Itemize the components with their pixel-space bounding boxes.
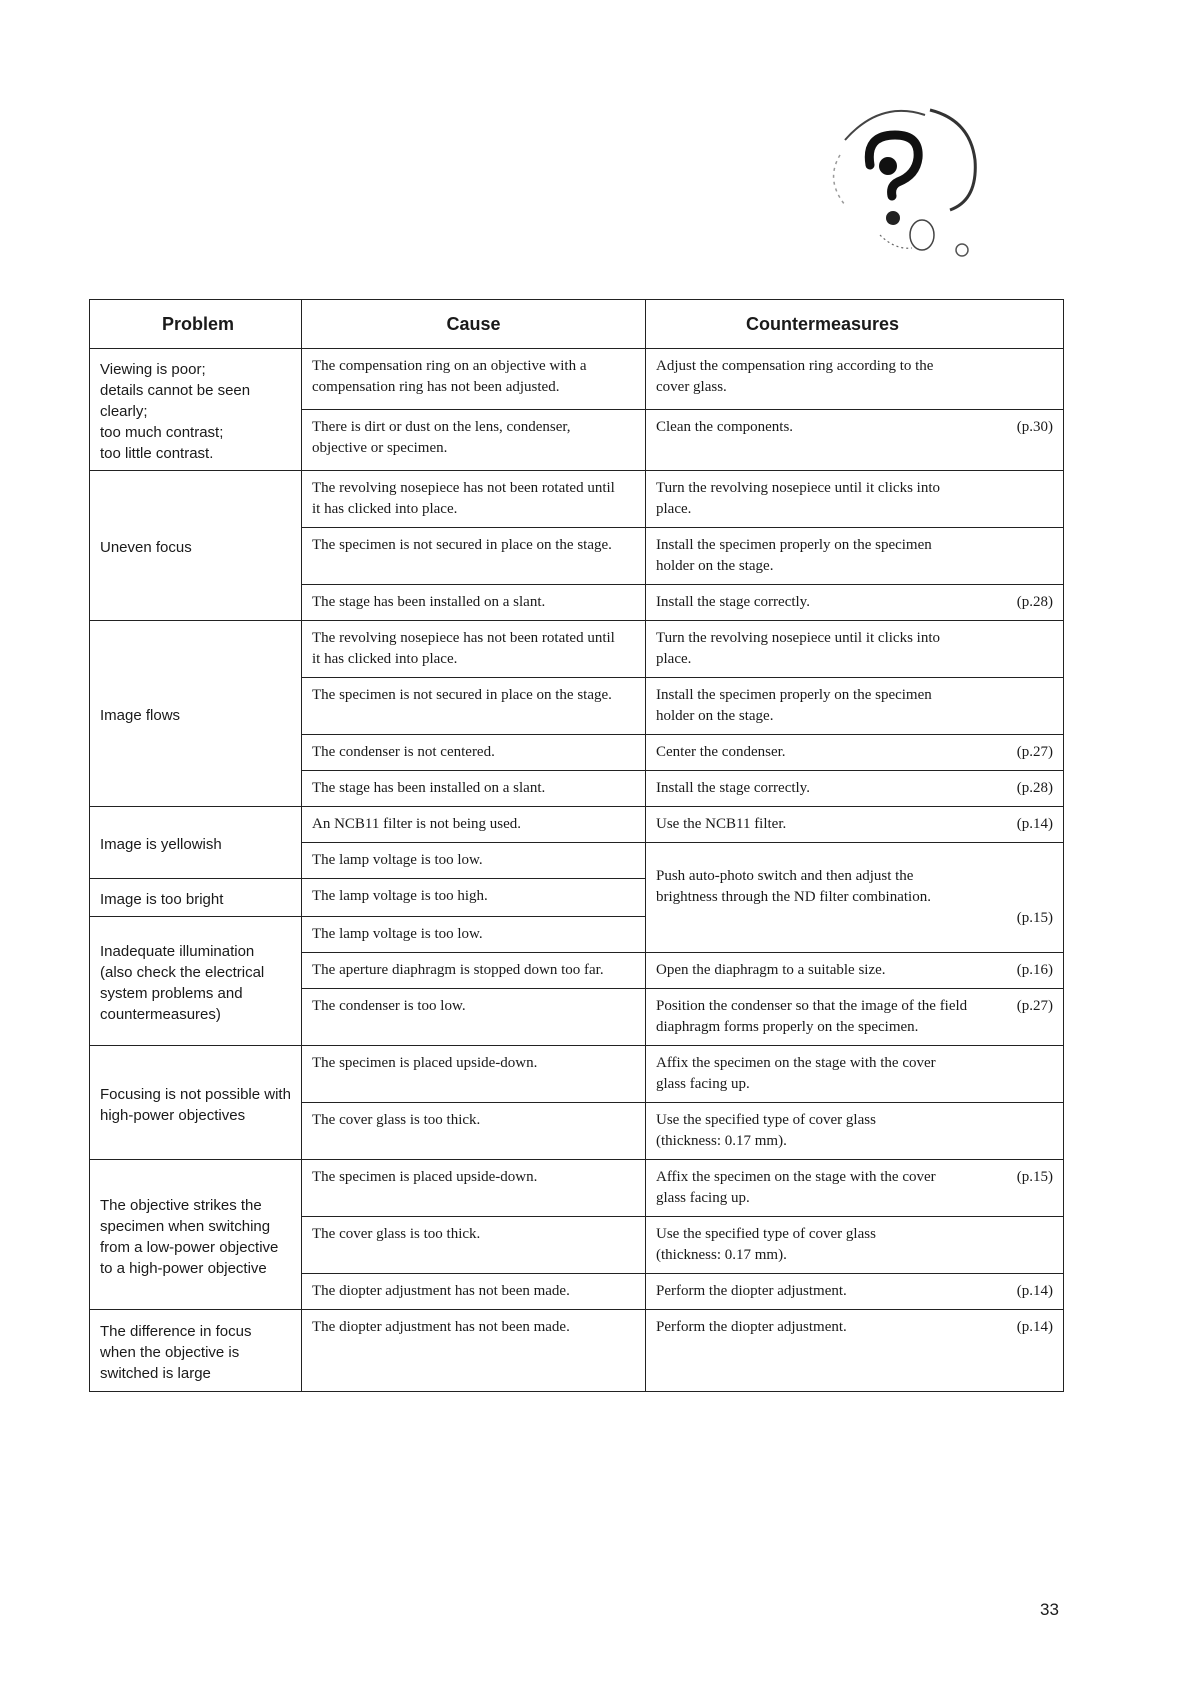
text-line: objective or specimen. [312, 440, 448, 456]
troubleshooting-table [89, 299, 1064, 1392]
text-line: too much contrast; [100, 424, 224, 441]
table-row [90, 349, 1064, 410]
text-line: diaphragm forms properly on the specimen. [656, 1019, 919, 1035]
text-line: The objective strikes the [100, 1196, 262, 1214]
table-row [90, 1160, 1064, 1217]
table-row [90, 807, 1064, 843]
text-line: Turn the revolving nosepiece until it clicks into [656, 630, 940, 646]
countermeasure-cell [646, 678, 1064, 735]
text-line: The specimen is placed upside-down. [312, 1169, 538, 1185]
text-line: Position the condenser so that the image of the field [656, 998, 968, 1014]
question-mark-illustration [820, 100, 990, 280]
page-number: 33 [1040, 1600, 1059, 1619]
countermeasure-cell [646, 410, 1064, 471]
problem-cell [90, 917, 302, 1046]
text-line: Use the specified type of cover glass [656, 1226, 876, 1242]
countermeasure-cell [646, 621, 1064, 678]
text-line: Open the diaphragm to a suitable size. [656, 962, 886, 978]
problem-cell [90, 879, 302, 917]
cause-cell [302, 917, 646, 953]
cause-cell [302, 528, 646, 585]
text-line: The specimen is not secured in place on the stage. [312, 537, 612, 553]
text-line: The lamp voltage is too high. [312, 888, 488, 904]
text-line: from a low-power objective [100, 1238, 279, 1256]
text-line: Perform the diopter adjustment. [656, 1319, 847, 1335]
cause-cell [302, 585, 646, 621]
countermeasures-header: Countermeasures [646, 300, 1064, 349]
page-reference: (p.14) [1016, 1319, 1053, 1335]
problem-cell [90, 621, 302, 807]
shared-countermeasure-cell [646, 843, 1064, 953]
problem-header: Problem [90, 300, 302, 349]
page-reference: (p.15) [1016, 910, 1053, 926]
table-row [90, 1310, 1064, 1392]
text-line: (thickness: 0.17 mm). [656, 1247, 787, 1263]
text-line: (thickness: 0.17 mm). [656, 1133, 787, 1149]
countermeasure-cell [646, 1310, 1064, 1392]
cause-cell [302, 678, 646, 735]
text-line: Affix the specimen on the stage with the cover [656, 1169, 936, 1185]
cause-cell [302, 1274, 646, 1310]
text-line: switched is large [100, 1365, 211, 1382]
cause-cell [302, 1046, 646, 1103]
text-line: The condenser is too low. [312, 998, 466, 1014]
text-line: Image flows [100, 707, 181, 724]
text-line: Push auto-photo switch and then adjust the [656, 868, 914, 884]
text-line: The revolving nosepiece has not been rotated until [312, 630, 615, 646]
text-line: holder on the stage. [656, 708, 774, 724]
cause-cell [302, 1160, 646, 1217]
text-line: when the objective is [100, 1344, 240, 1361]
problem-cell [90, 1046, 302, 1160]
text-line: it has clicked into place. [312, 501, 458, 517]
table-row [90, 471, 1064, 528]
page-reference: (p.28) [1016, 780, 1053, 796]
text-line: place. [656, 501, 692, 517]
text-line: Viewing is poor; [100, 361, 206, 378]
text-line: The difference in focus [100, 1323, 252, 1340]
countermeasure-cell [646, 1103, 1064, 1160]
countermeasure-cell [646, 735, 1064, 771]
problem-cell [90, 1310, 302, 1392]
cause-header: Cause [302, 300, 646, 349]
cause-cell [302, 621, 646, 678]
text-line: The cover glass is too thick. [312, 1226, 481, 1242]
text-line: too little contrast. [100, 445, 214, 462]
text-line: Image is too bright [100, 891, 224, 908]
text-line: system problems and [100, 985, 243, 1002]
text-line: Perform the diopter adjustment. [656, 1283, 847, 1299]
text-line: high-power objectives [100, 1106, 246, 1124]
text-line: glass facing up. [656, 1076, 750, 1092]
text-line: The lamp voltage is too low. [312, 852, 483, 868]
text-line: Image is yellowish [100, 836, 222, 853]
cause-cell [302, 1103, 646, 1160]
countermeasure-cell [646, 989, 1064, 1046]
text-line: The revolving nosepiece has not been rotated until [312, 480, 615, 496]
text-line: clearly; [100, 403, 148, 420]
table-body [90, 349, 1064, 1392]
text-line: The stage has been installed on a slant. [312, 594, 546, 610]
text-line: The cover glass is too thick. [312, 1112, 481, 1128]
text-line: The specimen is placed upside-down. [312, 1055, 538, 1071]
countermeasure-cell [646, 1046, 1064, 1103]
text-line: The diopter adjustment has not been made. [312, 1319, 570, 1335]
problem-cell [90, 349, 302, 471]
text-line: place. [656, 651, 692, 667]
text-line: (also check the electrical [100, 964, 265, 981]
cause-cell [302, 879, 646, 917]
cause-cell [302, 807, 646, 843]
text-line: The aperture diaphragm is stopped down too far. [312, 962, 604, 978]
page-reference: (p.27) [1016, 998, 1053, 1014]
cause-cell [302, 1310, 646, 1392]
cause-cell [302, 843, 646, 879]
page-reference: (p.16) [1016, 962, 1053, 978]
text-line: The lamp voltage is too low. [312, 926, 483, 942]
problem-cell [90, 1160, 302, 1310]
cause-cell [302, 1217, 646, 1274]
text-line: The compensation ring on an objective with a [312, 358, 587, 374]
text-line: compensation ring has not been adjusted. [312, 379, 560, 395]
text-line: The condenser is not centered. [312, 744, 495, 760]
table-header-row [90, 300, 1064, 349]
text-line: Focusing is not possible with [100, 1085, 291, 1103]
problem-cell [90, 807, 302, 879]
text-line: An NCB11 filter is not being used. [312, 816, 522, 832]
cause-cell [302, 349, 646, 410]
countermeasure-cell [646, 528, 1064, 585]
text-line: countermeasures) [100, 1006, 221, 1023]
countermeasure-cell [646, 771, 1064, 807]
text-line: Affix the specimen on the stage with the cover [656, 1055, 936, 1071]
page-reference: (p.14) [1016, 1283, 1053, 1299]
text-line: Turn the revolving nosepiece until it clicks into [656, 480, 940, 496]
text-line: holder on the stage. [656, 558, 774, 574]
countermeasure-cell [646, 1274, 1064, 1310]
text-line: to a high-power objective [100, 1259, 267, 1277]
text-line: Uneven focus [100, 539, 192, 556]
text-line: Use the specified type of cover glass [656, 1112, 876, 1128]
text-line: Install the stage correctly. [656, 594, 810, 610]
text-line: Clean the components. [656, 419, 794, 435]
page-reference: (p.28) [1016, 594, 1053, 610]
cause-cell [302, 771, 646, 807]
countermeasure-cell [646, 585, 1064, 621]
cause-cell [302, 989, 646, 1046]
text-line: The specimen is not secured in place on the stage. [312, 687, 612, 703]
text-line: specimen when switching [100, 1217, 271, 1235]
text-line: details cannot be seen [100, 382, 251, 399]
page-reference: (p.14) [1016, 816, 1053, 832]
table-row [90, 1046, 1064, 1103]
text-line: it has clicked into place. [312, 651, 458, 667]
page-reference: (p.30) [1016, 419, 1053, 435]
page-reference: (p.27) [1016, 744, 1053, 760]
text-line: cover glass. [656, 379, 727, 395]
page-reference: (p.15) [1016, 1169, 1053, 1185]
countermeasure-cell [646, 1160, 1064, 1217]
text-line: Center the condenser. [656, 744, 786, 760]
text-line: Install the stage correctly. [656, 780, 810, 796]
countermeasure-cell [646, 349, 1064, 410]
text-line: Use the NCB11 filter. [656, 816, 787, 832]
countermeasure-cell [646, 807, 1064, 843]
text-line: Adjust the compensation ring according to the [656, 358, 934, 374]
text-line: glass facing up. [656, 1190, 750, 1206]
cause-cell [302, 471, 646, 528]
cause-cell [302, 953, 646, 989]
text-line: brightness through the ND filter combination. [656, 889, 931, 905]
text-line: Install the specimen properly on the specimen [656, 537, 932, 553]
text-line: Install the specimen properly on the specimen [656, 687, 932, 703]
text-line: The diopter adjustment has not been made. [312, 1283, 570, 1299]
text-line: There is dirt or dust on the lens, condenser, [312, 419, 571, 435]
cause-cell [302, 735, 646, 771]
countermeasure-cell [646, 1217, 1064, 1274]
problem-cell [90, 471, 302, 621]
text-line: Inadequate illumination [100, 943, 255, 960]
table-row [90, 621, 1064, 678]
countermeasure-cell [646, 953, 1064, 989]
text-line: The stage has been installed on a slant. [312, 780, 546, 796]
cause-cell [302, 410, 646, 471]
countermeasure-cell [646, 471, 1064, 528]
